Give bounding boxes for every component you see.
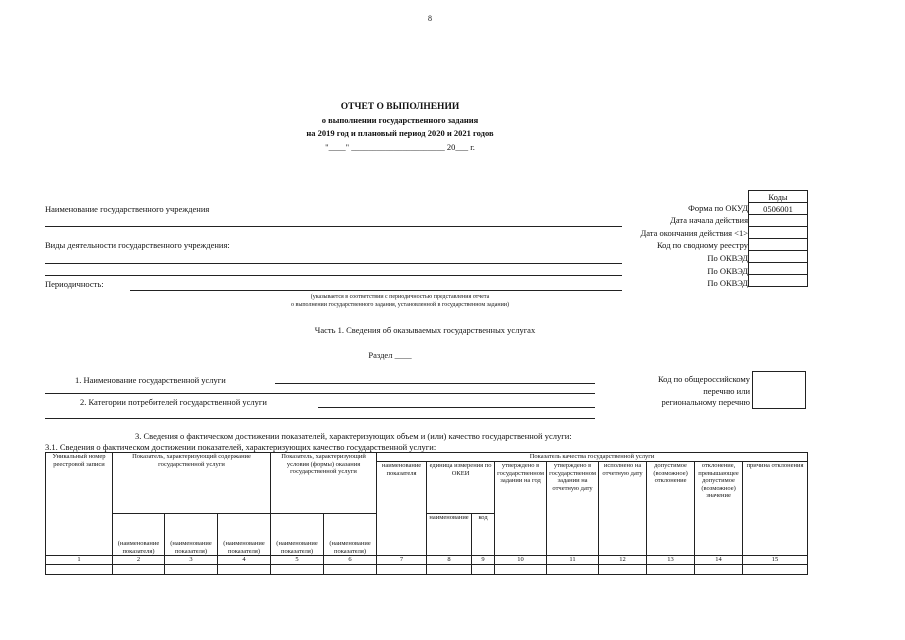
data-cell[interactable] [377,565,427,575]
data-cell[interactable] [743,565,808,575]
report-period: на 2019 год и плановый период 2020 и 2021 годов [306,128,494,138]
col-num: 14 [695,556,743,565]
header-content-indicator: Показатель, характеризующий содержание государственной услуги [113,453,271,514]
col-num: 9 [472,556,495,565]
periodicity-note-2: о выполнении государственного задания, установленной в государственном задании) [290,302,509,308]
col-num: 13 [647,556,695,565]
data-cell[interactable] [599,565,647,575]
data-cell[interactable] [695,565,743,575]
column-numbers-row [46,556,808,565]
header-content-sub-2: (наименование показателя) [165,514,218,556]
end-date-cell[interactable] [749,227,808,239]
col-num: 7 [377,556,427,565]
quality-indicators-table [45,452,808,575]
col-num: 12 [599,556,647,565]
start-date-label: Дата начала действия [670,215,748,225]
codes-header: Коды [749,191,808,203]
header-approved-year: утверждено в государственном задании на год [495,462,547,556]
okved-label-2: По ОКВЭД [707,266,748,276]
activity-line-2[interactable] [45,275,622,276]
report-title: ОТЧЕТ О ВЫПОЛНЕНИИ [340,102,460,112]
registry-code-label: Код по сводному реестру [656,240,748,250]
periodicity-label: Периодичность: [45,279,104,289]
data-cell[interactable] [218,565,271,575]
consumers-line[interactable] [318,407,595,408]
col-num: 5 [271,556,324,565]
col-num: 2 [113,556,165,565]
col-num: 15 [743,556,808,565]
section-heading: Раздел ____ [368,350,412,360]
header-unit-okei: единица измерения по ОКЕИ [427,462,495,514]
header-conditions-sub-2: (наименование показателя) [324,514,377,556]
data-cell[interactable] [547,565,599,575]
data-cell[interactable] [165,565,218,575]
col-num: 10 [495,556,547,565]
data-cell[interactable] [647,565,695,575]
okved-cell-1[interactable] [749,251,808,263]
consumers-line-2[interactable] [45,418,595,419]
okved-cell-3[interactable] [749,275,808,287]
okud-label: Форма по ОКУД [688,203,748,213]
header-conditions-sub-1: (наименование показателя) [271,514,324,556]
header-exceeding-deviation: отклонение, превышающее допустимое (возможное) значение [695,462,743,556]
code-label-1: Код по общероссийскому [657,374,750,384]
data-cell[interactable] [495,565,547,575]
data-cell[interactable] [472,565,495,575]
col-num: 1 [46,556,113,565]
institution-name-line[interactable] [45,226,622,227]
part1-heading: Часть 1. Сведения об оказываемых государственных услугах [314,325,536,335]
header-conditions-indicator: Показатель, характеризующий условия (формы) оказания государственной услуги [271,453,377,514]
code-label-2: перечню или [703,386,750,396]
report-date-line: "____" ______________________ 20___ г. [325,142,475,152]
header-quality-indicator: Показатель качества государственной услуги [377,453,808,462]
data-cell[interactable] [46,565,113,575]
data-cell[interactable] [324,565,377,575]
data-cell[interactable] [271,565,324,575]
okved-label-1: По ОКВЭД [707,253,748,263]
activity-types-label: Виды деятельности государственного учреждения: [45,240,230,250]
section3-heading: 3. Сведения о фактическом достижении показателей, характеризующих объем и (или) качество государственной услуги: [135,431,572,441]
col-num: 3 [165,556,218,565]
header-deviation-reason: причина отклонения [743,462,808,556]
header-executed: исполнено на отчетную дату [599,462,647,556]
header-unique-number: Уникальный номер реестровой записи [46,453,113,556]
activity-line-1[interactable] [45,263,622,264]
consumers-label: 2. Категории потребителей государственной услуги [80,397,267,407]
periodicity-line[interactable] [130,290,622,291]
registry-code-cell[interactable] [749,239,808,251]
service-name-line[interactable] [275,383,595,384]
page-number: 8 [428,14,432,23]
col-num: 4 [218,556,271,565]
col-num: 11 [547,556,599,565]
code-label-3: региональному перечню [661,397,750,407]
data-cell[interactable] [113,565,165,575]
okved-label-3: По ОКВЭД [707,278,748,288]
header-content-sub-1: (наименование показателя) [113,514,165,556]
periodicity-note-1: (указывается в соответствии с периодичностью представления отчета [310,294,490,300]
section31-heading: 3.1. Сведения о фактическом достижении показателей, характеризующих качество государственной услуги: [45,442,437,452]
service-code-box[interactable] [752,371,806,409]
service-name-line-2[interactable] [45,393,595,394]
start-date-cell[interactable] [749,215,808,227]
header-approved-date: утверждено в государственном задании на отчетную дату [547,462,599,556]
header-content-sub-3: (наименование показателя) [218,514,271,556]
header-allowed-deviation: допустимое (возможное) отклонение [647,462,695,556]
table-row[interactable] [46,565,808,575]
data-cell[interactable] [427,565,472,575]
report-subtitle: о выполнении государственного задания [321,115,479,125]
service-name-label: 1. Наименование государственной услуги [75,375,226,385]
okud-code-cell[interactable]: 0506001 [749,203,808,215]
okved-cell-2[interactable] [749,263,808,275]
codes-table [748,190,808,287]
header-unit-name: наименование [427,514,472,556]
col-num: 6 [324,556,377,565]
header-unit-code: код [472,514,495,556]
header-indicator-name: наименование показателя [377,462,427,556]
col-num: 8 [427,556,472,565]
end-date-label: Дата окончания действия <1> [640,228,748,238]
institution-name-label: Наименование государственного учреждения [45,204,210,214]
